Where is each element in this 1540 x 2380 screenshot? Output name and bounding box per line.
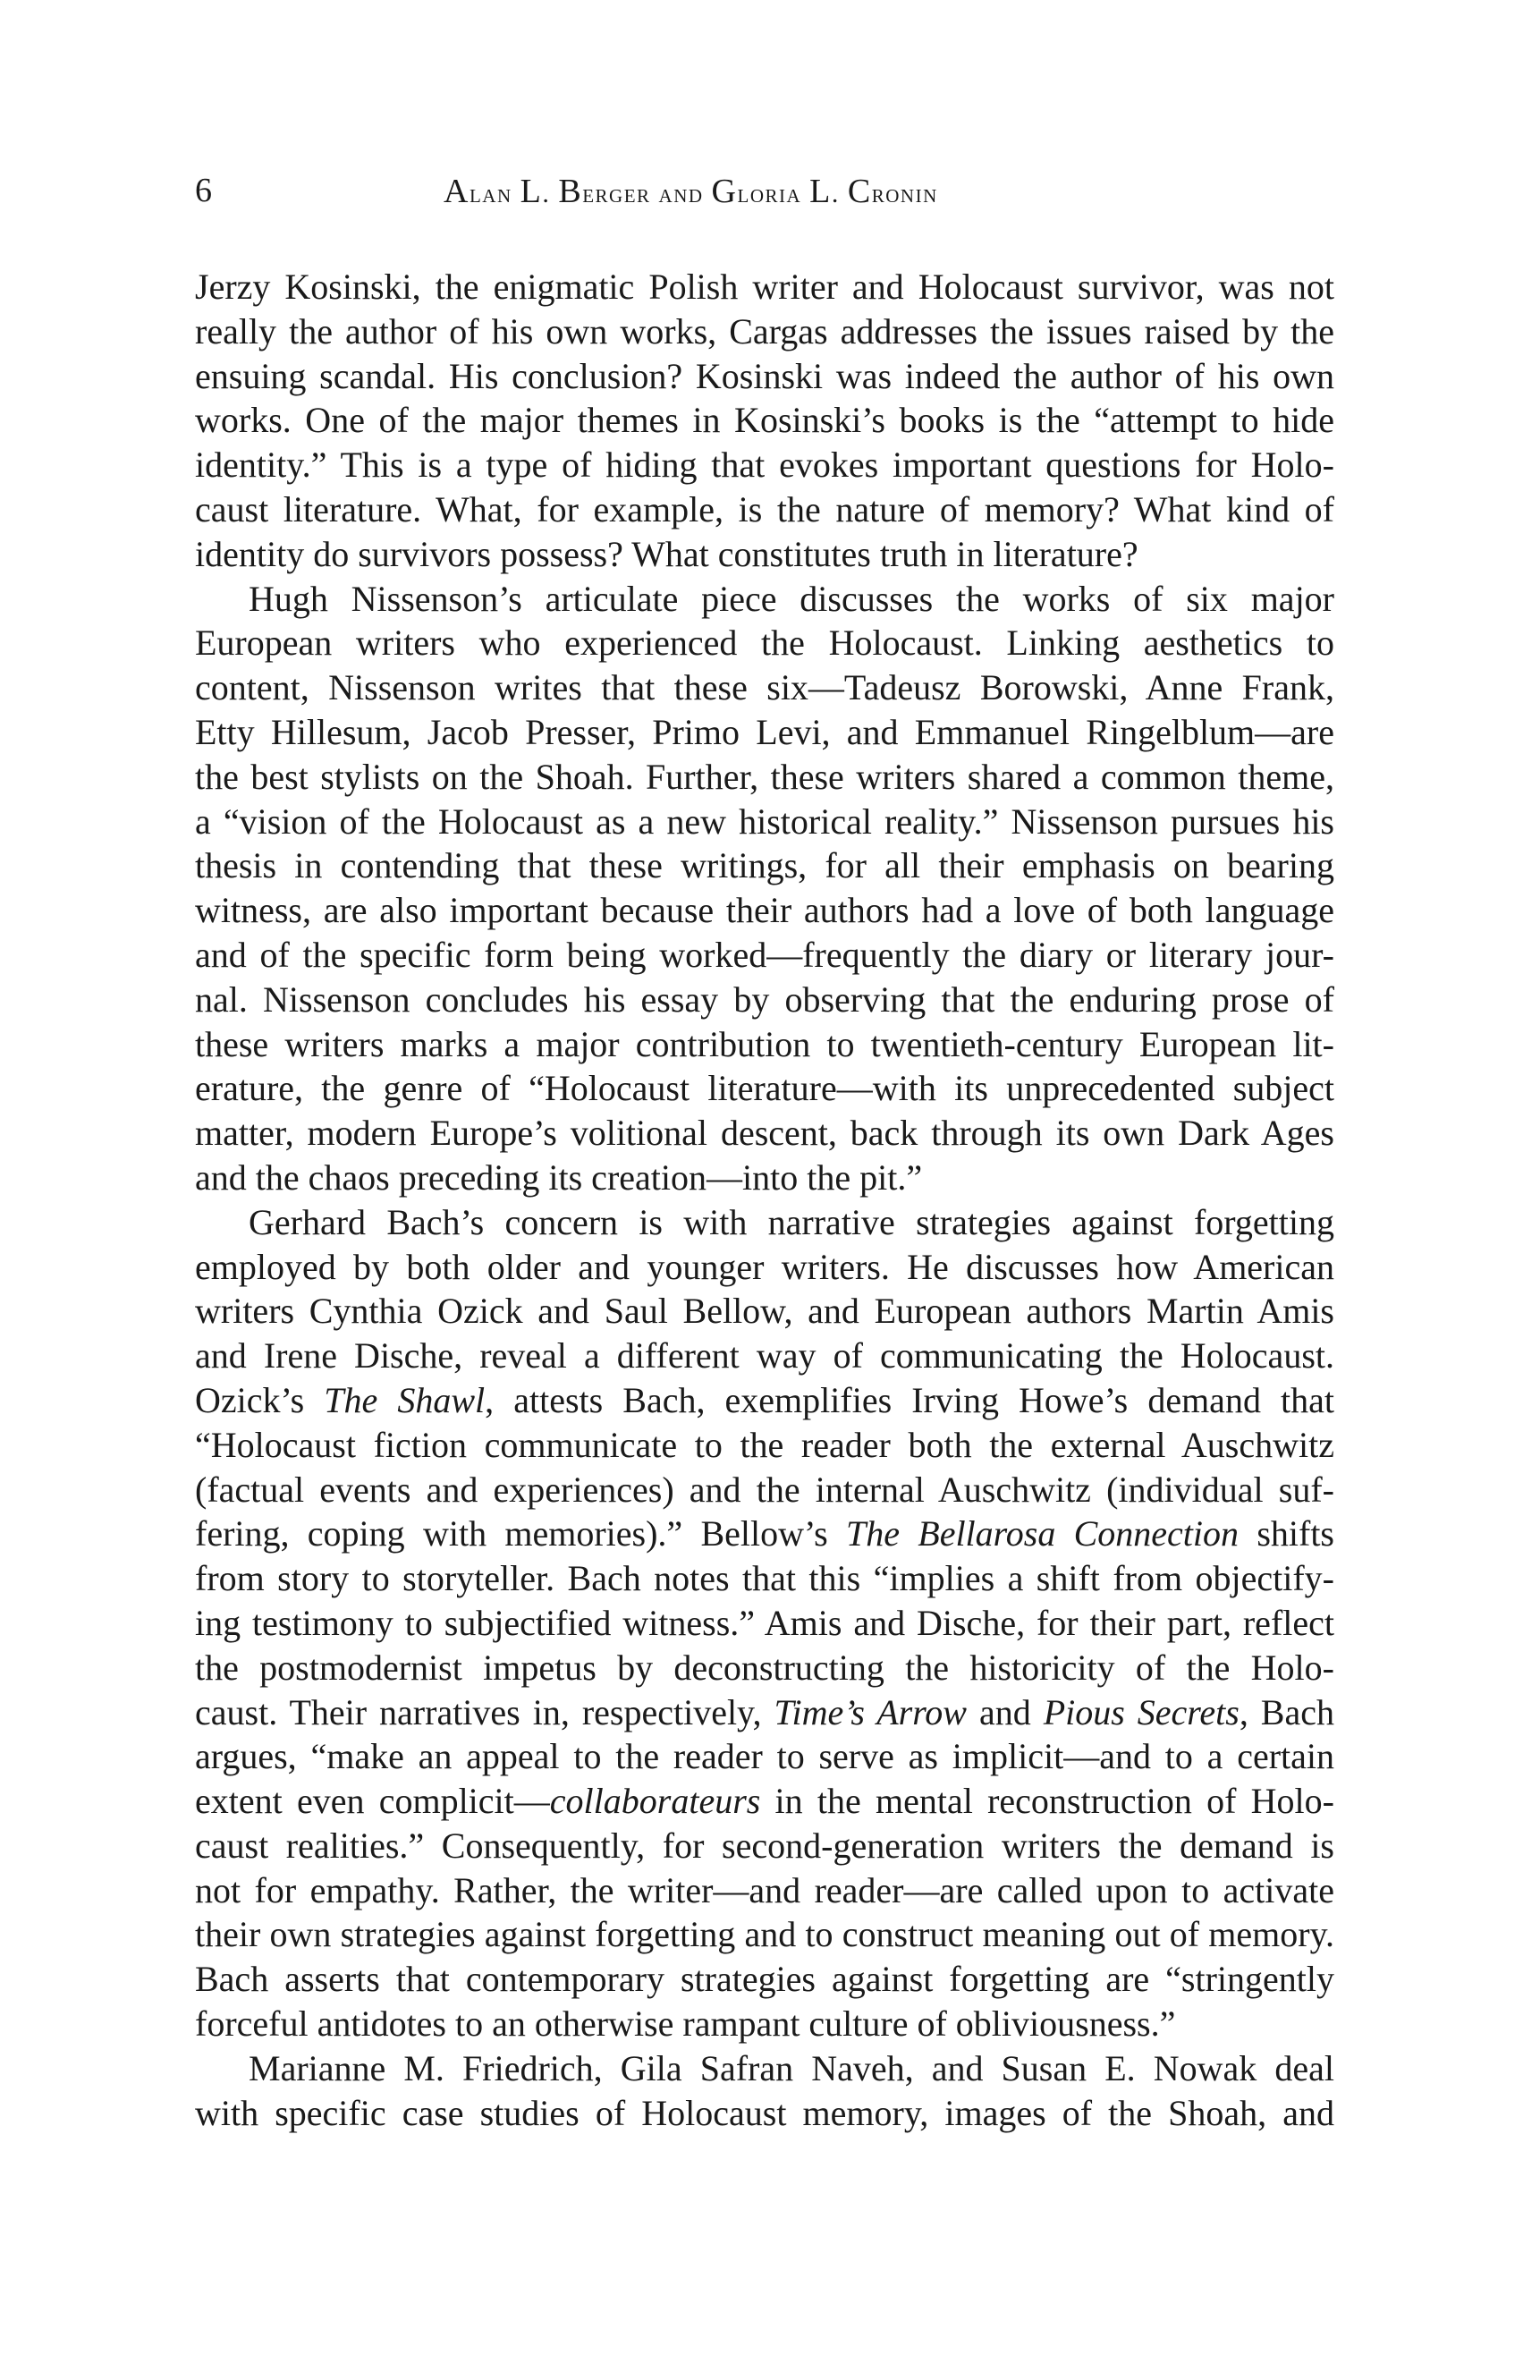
text-line: and Irene Dische, reveal a different way of communicating the Holocaust. — [195, 1335, 1334, 1376]
text-line: Ozick’s The Shawl, attests Bach, exemplifies Irving Howe’s demand that — [195, 1379, 1334, 1420]
text-line: Bach asserts that contemporary strategies against forgetting are “stringently — [195, 1959, 1334, 2000]
text-line: European writers who experienced the Holocaust. Linking aesthetics to — [195, 623, 1334, 664]
text-line: identity.” This is a type of hiding that evokes important questions for Holo- — [195, 445, 1334, 486]
page-number: 6 — [195, 172, 212, 209]
text-line: fering, coping with memories).” Bellow’s The Bellarosa Connection shifts — [195, 1513, 1334, 1554]
text-line: (factual events and experiences) and the internal Auschwitz (individual suf- — [195, 1469, 1334, 1510]
text-line: works. One of the major themes in Kosinski’s books is the “attempt to hide — [195, 400, 1334, 441]
text-line: ing testimony to subjectified witness.” Amis and Dische, for their part, reflect — [195, 1602, 1334, 1643]
text-line: caust. Their narratives in, respectively, Time’s Arrow and Pious Secrets, Bach — [195, 1691, 1334, 1732]
text-line: nal. Nissenson concludes his essay by observing that the enduring prose of — [195, 978, 1334, 1020]
text-line: Marianne M. Friedrich, Gila Safran Naveh, and Susan E. Nowak deal — [249, 2047, 1334, 2088]
text-line: really the author of his own works, Cargas addresses the issues raised by the — [195, 310, 1334, 351]
text-line: a “vision of the Holocaust as a new historical reality.” Nissenson pursues his — [195, 800, 1334, 842]
text-line: erature, the genre of “Holocaust literature—with its unprecedented subject — [195, 1068, 1334, 1109]
text-line: “Holocaust fiction communicate to the reader both the external Auschwitz — [195, 1424, 1334, 1465]
text-line: the best stylists on the Shoah. Further, these writers shared a common theme, — [195, 756, 1334, 797]
text-line: witness, are also important because their authors had a love of both language — [195, 890, 1334, 931]
text-line: with specific case studies of Holocaust memory, images of the Shoah, and — [195, 2092, 1334, 2133]
text-line: Jerzy Kosinski, the enigmatic Polish writer and Holocaust survivor, was not — [195, 267, 1334, 307]
text-line: these writers marks a major contribution to twentieth-century European lit- — [195, 1023, 1334, 1064]
text-line: argues, “make an appeal to the reader to serve as implicit—and to a certain — [195, 1736, 1334, 1777]
text-line: writers Cynthia Ozick and Saul Bellow, and European authors Martin Amis — [195, 1291, 1334, 1332]
text-line: extent even complicit—collaborateurs in the mental reconstruction of Holo- — [195, 1781, 1334, 1822]
text-line: caust realities.” Consequently, for second-generation writers the demand is — [195, 1825, 1334, 1866]
text-line: not for empathy. Rather, the writer—and reader—are called upon to activate — [195, 1869, 1334, 1910]
text-line: the postmodernist impetus by deconstructing the historicity of the Holo- — [195, 1647, 1334, 1688]
text-line: Gerhard Bach’s concern is with narrative strategies against forgetting — [249, 1201, 1334, 1242]
text-line: forceful antidotes to an otherwise rampant culture of obliviousness.” — [195, 2003, 1176, 2045]
text-line: matter, modern Europe’s volitional descent, back through its own Dark Ages — [195, 1113, 1334, 1154]
text-line: from story to storyteller. Bach notes that this “implies a shift from objectify- — [195, 1558, 1334, 1599]
text-line: ensuing scandal. His conclusion? Kosinski was indeed the author of his own — [195, 355, 1334, 396]
text-line: Hugh Nissenson’s articulate piece discusses the works of six major — [249, 578, 1334, 619]
body-text — [195, 265, 1334, 2135]
text-line: caust literature. What, for example, is the nature of memory? What kind of — [195, 488, 1334, 529]
text-line: and the chaos preceding its creation—into the pit.” — [195, 1156, 923, 1198]
running-title: Alan L. Berger and Gloria L. Cronin — [444, 173, 938, 210]
text-line: their own strategies against forgetting and to construct meaning out of memory. — [195, 1914, 1334, 1955]
text-line: content, Nissenson writes that these six—Tadeusz Borowski, Anne Frank, — [195, 667, 1334, 708]
text-line: thesis in contending that these writings, for all their emphasis on bearing — [195, 845, 1334, 886]
text-line: Etty Hillesum, Jacob Presser, Primo Levi, and Emmanuel Ringelblum—are — [195, 711, 1334, 752]
text-line: and of the specific form being worked—frequently the diary or literary jour- — [195, 934, 1334, 975]
running-head — [195, 168, 1340, 213]
text-line: employed by both older and younger writers. He discusses how American — [195, 1246, 1334, 1287]
text-line: identity do survivors possess? What constitutes truth in literature? — [195, 533, 1138, 574]
